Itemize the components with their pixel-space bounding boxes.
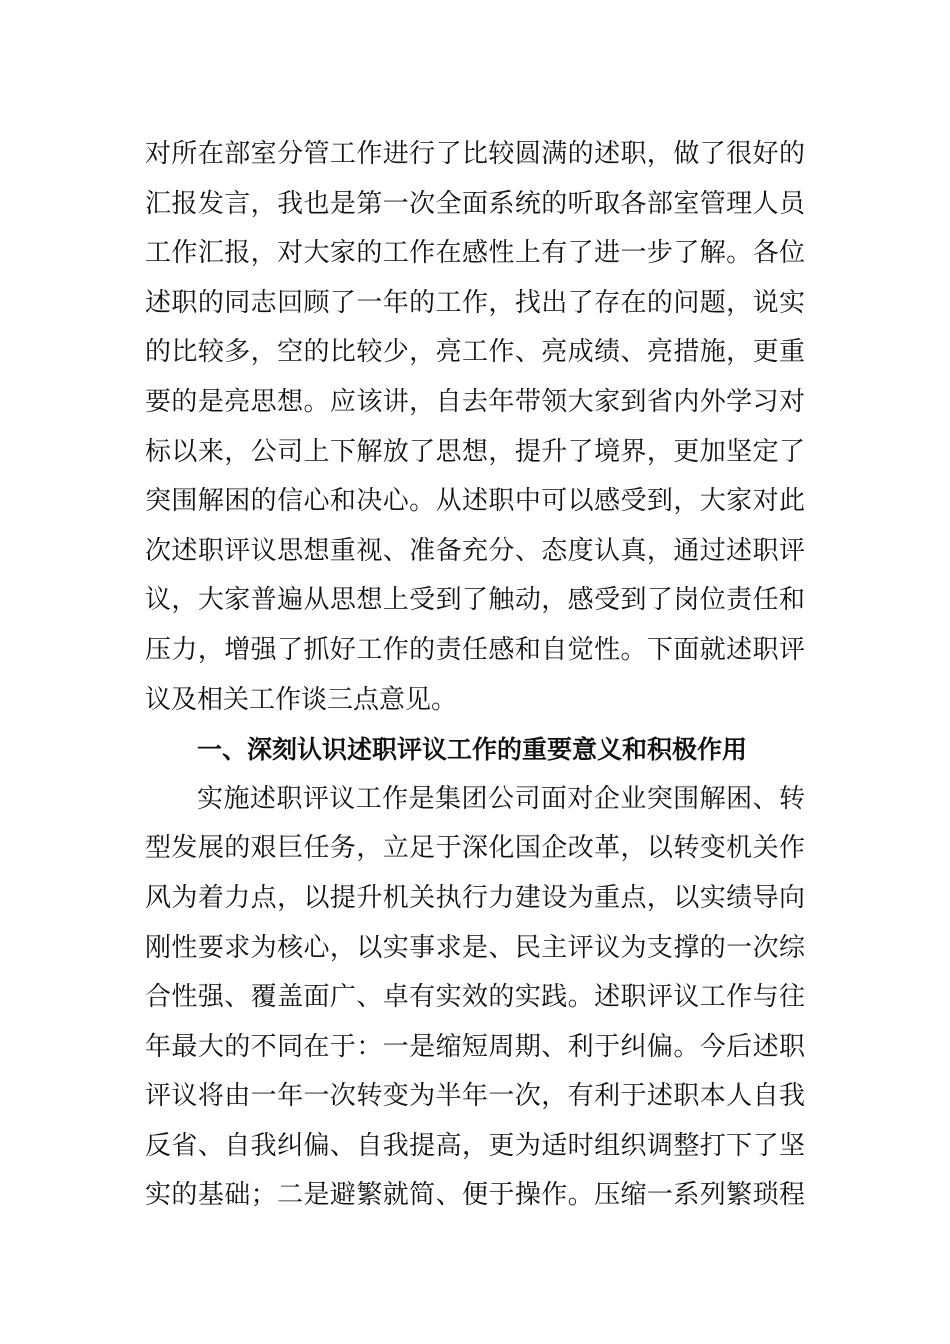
- text-line: 汇报发言，我也是第一次全面系统的听取各部室管理人员: [145, 188, 805, 219]
- text-line: 标以来，公司上下解放了思想，提升了境界，更加坚定了: [145, 436, 805, 467]
- text-line: 压力，增强了抓好工作的责任感和自觉性。下面就述职评: [145, 634, 805, 665]
- text-line: 次述职评议思想重视、准备充分、态度认真，通过述职评: [145, 535, 805, 566]
- text-line: 合性强、覆盖面广、卓有实效的实践。述职评议工作与往: [145, 982, 805, 1013]
- text-line: 述职的同志回顾了一年的工作，找出了存在的问题，说实: [145, 287, 805, 318]
- text-line: 工作汇报，对大家的工作在感性上有了进一步了解。各位: [145, 238, 805, 269]
- text-line: 风为着力点，以提升机关执行力建设为重点，以实绩导向: [145, 882, 805, 913]
- paragraph-2: [145, 775, 805, 1221]
- section-heading: 一、深刻认识述职评议工作的重要意义和积极作用: [197, 735, 748, 765]
- text-line: 对所在部室分管工作进行了比较圆满的述职，做了很好的: [145, 139, 805, 169]
- text-line: 反省、自我纠偏、自我提高，更为适时组织调整打下了坚: [145, 1130, 805, 1161]
- text-line: 评议将由一年一次转变为半年一次，有利于述职本人自我: [145, 1081, 805, 1112]
- text-line: 要的是亮思想。应该讲，自去年带领大家到省内外学习对: [145, 386, 805, 417]
- text-line: 年最大的不同在于：一是缩短周期、利于纠偏。今后述职: [145, 1031, 805, 1062]
- document-body: [145, 130, 805, 1221]
- text-line: 议，大家普遍从思想上受到了触动，感受到了岗位责任和: [145, 585, 805, 616]
- text-line: 的比较多，空的比较少，亮工作、亮成绩、亮措施，更重: [145, 337, 805, 368]
- text-line: 实施述职评议工作是集团公司面对企业突围解困、转: [197, 783, 805, 814]
- text-line: 型发展的艰巨任务，立足于深化国企改革，以转变机关作: [145, 833, 805, 864]
- text-line: 实的基础；二是避繁就简、便于操作。压缩一系列繁琐程: [145, 1180, 805, 1211]
- paragraph-1: [145, 130, 805, 725]
- text-line: 议及相关工作谈三点意见。: [145, 684, 458, 715]
- text-line: 刚性要求为核心，以实事求是、民主评议为支撑的一次综: [145, 932, 805, 963]
- text-line: 突围解困的信心和决心。从述职中可以感受到，大家对此: [145, 486, 805, 517]
